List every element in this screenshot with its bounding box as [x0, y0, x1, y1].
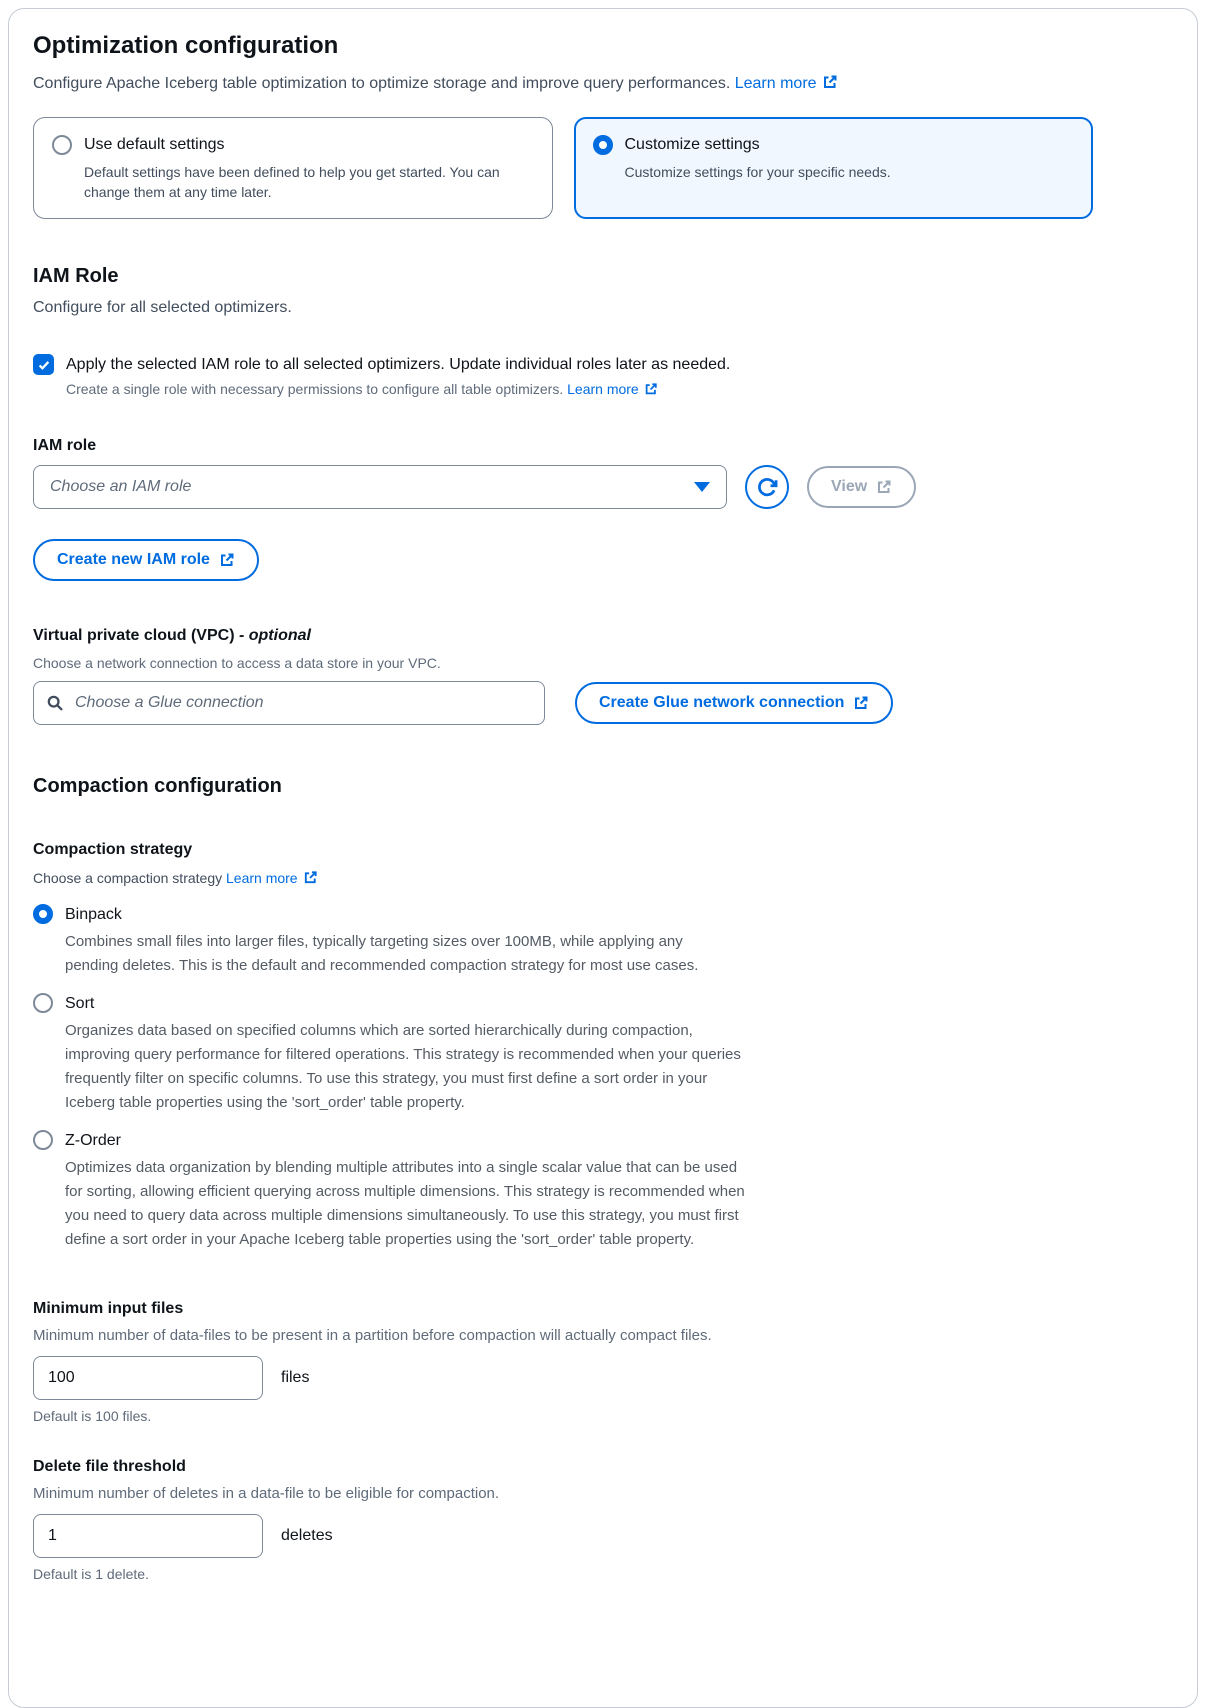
compaction-strategy-label: Compaction strategy	[33, 841, 193, 858]
page-title: Optimization configuration	[33, 32, 339, 59]
iam-role-select-placeholder: Choose an IAM role	[50, 478, 192, 495]
iam-role-section-subtitle: Configure for all selected optimizers.	[33, 299, 292, 316]
external-link-icon	[644, 382, 658, 396]
glue-connection-input[interactable]	[73, 693, 532, 713]
tile-description: Default settings have been defined to help you get started. You can change them at any time later.	[84, 164, 500, 200]
page-description: Configure Apache Iceberg table optimization to optimize storage and improve query performances. Learn more	[33, 73, 1173, 95]
strategy-learn-more-link[interactable]: Learn more	[226, 870, 318, 886]
delete-file-threshold-label: Delete file threshold	[33, 1458, 186, 1475]
strategy-zorder-row[interactable]	[33, 1129, 1173, 1153]
refresh-button[interactable]	[745, 465, 789, 509]
delete-file-threshold-unit: deletes	[281, 1527, 333, 1544]
tile-label: Customize settings	[624, 136, 760, 153]
check-icon	[37, 358, 51, 372]
external-link-icon	[219, 552, 235, 568]
minimum-input-files-label: Minimum input files	[33, 1300, 184, 1317]
strategy-option-zorder	[33, 1129, 1173, 1252]
external-link-icon	[822, 74, 838, 90]
compaction-strategy-description: Choose a compaction strategy Learn more	[33, 867, 1173, 889]
vpc-field-description: Choose a network connection to access a data store in your VPC.	[33, 655, 441, 671]
optimization-configuration-panel	[8, 8, 1198, 1708]
delete-file-threshold-field	[33, 1456, 1173, 1582]
checkbox-learn-more-link[interactable]: Learn more	[567, 381, 658, 397]
strategy-option-sort	[33, 992, 1173, 1115]
glue-connection-search[interactable]	[33, 681, 545, 725]
minimum-input-files-description: Minimum number of data-files to be present in a partition before compaction will actually compact files.	[33, 1327, 712, 1344]
radio-zorder[interactable]	[33, 1130, 53, 1150]
apply-iam-role-checkbox-label: Apply the selected IAM role to all selected optimizers. Update individual roles later as needed.	[66, 356, 731, 373]
minimum-input-files-unit: files	[281, 1369, 310, 1386]
apply-iam-role-checkbox-row[interactable]	[33, 353, 1173, 377]
iam-role-select[interactable]	[33, 465, 727, 509]
tile-description: Customize settings for your specific needs.	[624, 164, 891, 180]
strategy-sort-row[interactable]	[33, 992, 1173, 1016]
radio-customize-settings[interactable]	[593, 135, 613, 155]
strategy-zorder-label: Z-Order	[65, 1132, 121, 1149]
header-learn-more-link[interactable]: Learn more	[735, 75, 838, 92]
minimum-input-files-constraint: Default is 100 files.	[33, 1408, 152, 1424]
delete-file-threshold-description: Minimum number of deletes in a data-file to be eligible for compaction.	[33, 1485, 500, 1502]
tile-use-default-settings[interactable]	[33, 117, 553, 219]
tile-customize-settings[interactable]	[574, 117, 1094, 219]
apply-iam-role-checkbox-description: Create a single role with necessary permissions to configure all table optimizers. Learn more	[66, 379, 1173, 399]
radio-binpack[interactable]	[33, 904, 53, 924]
strategy-binpack-description: Combines small files into larger files, typically targeting sizes over 100MB, while applying any pending deletes. This is the default and recommended compaction strategy for most use cases.	[65, 933, 699, 974]
strategy-option-binpack	[33, 903, 1173, 978]
refresh-icon	[756, 476, 778, 498]
minimum-input-files-input[interactable]	[33, 1356, 263, 1400]
strategy-sort-label: Sort	[65, 995, 95, 1012]
create-glue-network-connection-button[interactable]: Create Glue network connection	[575, 682, 893, 724]
external-link-icon	[853, 695, 869, 711]
external-link-icon	[303, 870, 318, 885]
iam-role-section-title: IAM Role	[33, 265, 119, 287]
search-icon	[46, 694, 64, 712]
compaction-section-title: Compaction configuration	[33, 775, 282, 797]
strategy-binpack-row[interactable]	[33, 903, 1173, 927]
radio-use-default-settings[interactable]	[52, 135, 72, 155]
create-new-iam-role-button[interactable]: Create new IAM role	[33, 539, 259, 581]
strategy-binpack-label: Binpack	[65, 906, 122, 923]
vpc-optional-tag: - optional	[238, 627, 311, 644]
strategy-sort-description: Organizes data based on specified columns which are sorted hierarchically during compaction, improving query performance for filtered operations. This strategy is recommended when your queries frequently filter on specific columns. To use this strategy, you must first define a sort order in your Iceberg table properties using the 'sort_order' table property.	[65, 1022, 741, 1111]
tile-label: Use default settings	[84, 136, 225, 153]
radio-sort[interactable]	[33, 993, 53, 1013]
apply-iam-role-checkbox[interactable]	[33, 354, 54, 375]
external-link-icon	[876, 479, 892, 495]
settings-mode-tiles	[33, 117, 1093, 219]
iam-role-field-label: IAM role	[33, 437, 97, 454]
vpc-connection-row	[33, 681, 1173, 725]
vpc-field-label: Virtual private cloud (VPC) - optional	[33, 627, 311, 644]
iam-role-select-row	[33, 465, 1173, 509]
delete-file-threshold-constraint: Default is 1 delete.	[33, 1566, 149, 1582]
delete-file-threshold-input[interactable]	[33, 1514, 263, 1558]
strategy-zorder-description: Optimizes data organization by blending multiple attributes into a single scalar value that can be used for sorting, allowing efficient querying across multiple dimensions. This strategy is recommended when you need to query data across multiple dimensions simultaneously. To use this strategy, you must first define a sort order in your Apache Iceberg table properties using the 'sort_order' table property.	[65, 1159, 745, 1248]
chevron-down-icon	[694, 482, 710, 492]
minimum-input-files-field	[33, 1298, 1173, 1424]
view-button[interactable]: View	[807, 466, 916, 508]
